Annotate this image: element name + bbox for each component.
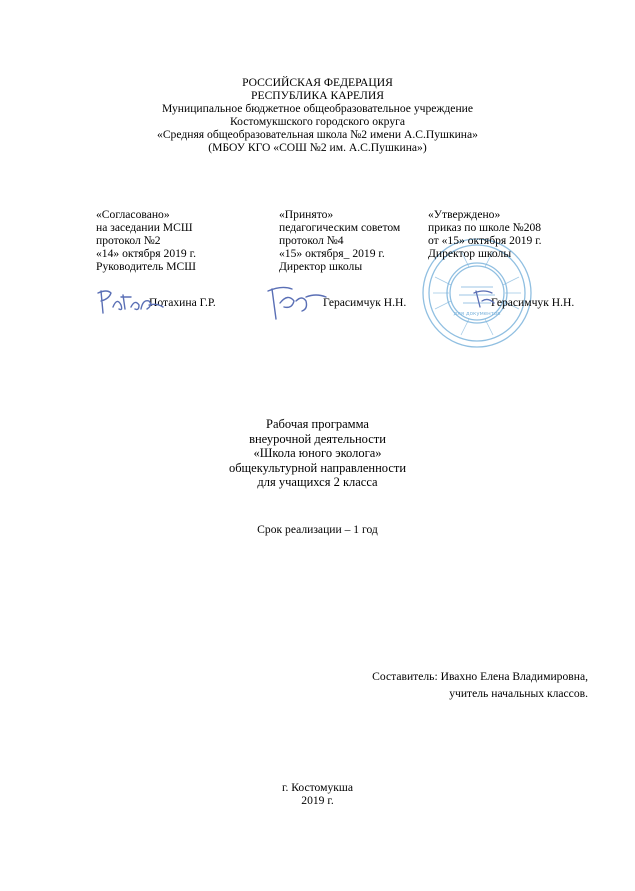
title-line: Рабочая программа (266, 417, 369, 431)
approval-agreed-line: Руководитель МСШ (96, 260, 196, 273)
approval-agreed-signer: Потахина Г.Р. (149, 296, 216, 309)
header-republic: РЕСПУБЛИКА КАРЕЛИЯ (251, 89, 384, 102)
signature-director-icon (470, 287, 500, 309)
approval-accepted-line: Директор школы (279, 260, 363, 273)
approval-agreed-title: «Согласовано» (96, 208, 170, 221)
title-line: для учащихся 2 класса (257, 475, 378, 489)
approval-approved-line: приказ по школе №208 (428, 221, 542, 234)
signature-potakhina-icon (95, 285, 165, 317)
title-line: общекультурной направленности (228, 460, 407, 475)
author-block (372, 670, 588, 703)
approval-agreed-line: «14» октября 2019 г. (96, 247, 196, 260)
document-header (0, 76, 635, 154)
header-district: Костомукшского городского округа (229, 115, 406, 128)
approval-approved-line: Директор школы (428, 247, 512, 260)
header-school-name: «Средняя общеобразовательная школа №2 имени А.С.Пушкина» (157, 128, 478, 141)
signature-gerasimchuk-icon (262, 283, 332, 323)
author-position: учитель начальных классов. (449, 686, 588, 700)
approval-accepted-title: «Принято» (279, 208, 334, 221)
title-line: «Школа юного эколога» (253, 446, 382, 460)
approval-agreed-line: на заседании МСШ (96, 221, 193, 234)
header-institution-type: Муниципальное бюджетное общеобразовательное учреждение (161, 102, 473, 115)
footer-year: 2019 г. (301, 794, 334, 807)
approval-approved (428, 208, 542, 260)
header-school-abbrev: (МБОУ КГО «СОШ №2 им. А.С.Пушкина») (208, 141, 427, 154)
approval-approved-line: от «15» октября 2019 г. (428, 234, 542, 247)
implementation-term: Срок реализации – 1 год (257, 523, 378, 536)
program-title (0, 417, 635, 490)
approval-approved-title: «Утверждено» (428, 208, 501, 221)
author-name: Составитель: Ивахно Елена Владимировна, (372, 670, 588, 683)
approval-agreed (96, 208, 196, 273)
document-footer (0, 781, 635, 807)
approval-approved-signer: Герасимчук Н.Н. (491, 296, 575, 309)
approval-accepted-line: «15» октября_ 2019 г. (279, 247, 385, 260)
approval-accepted-signer: Герасимчук Н.Н. (323, 296, 407, 309)
stamp-text: для документов (453, 311, 501, 317)
approval-agreed-line: протокол №2 (96, 234, 161, 247)
header-country: РОССИЙСКАЯ ФЕДЕРАЦИЯ (242, 76, 393, 89)
approval-accepted-line: педагогическим советом (279, 221, 401, 234)
title-line: внеурочной деятельности (249, 431, 386, 446)
footer-city: г. Костомукша (282, 781, 353, 794)
approval-accepted (279, 208, 400, 273)
approval-accepted-line: протокол №4 (279, 234, 344, 247)
